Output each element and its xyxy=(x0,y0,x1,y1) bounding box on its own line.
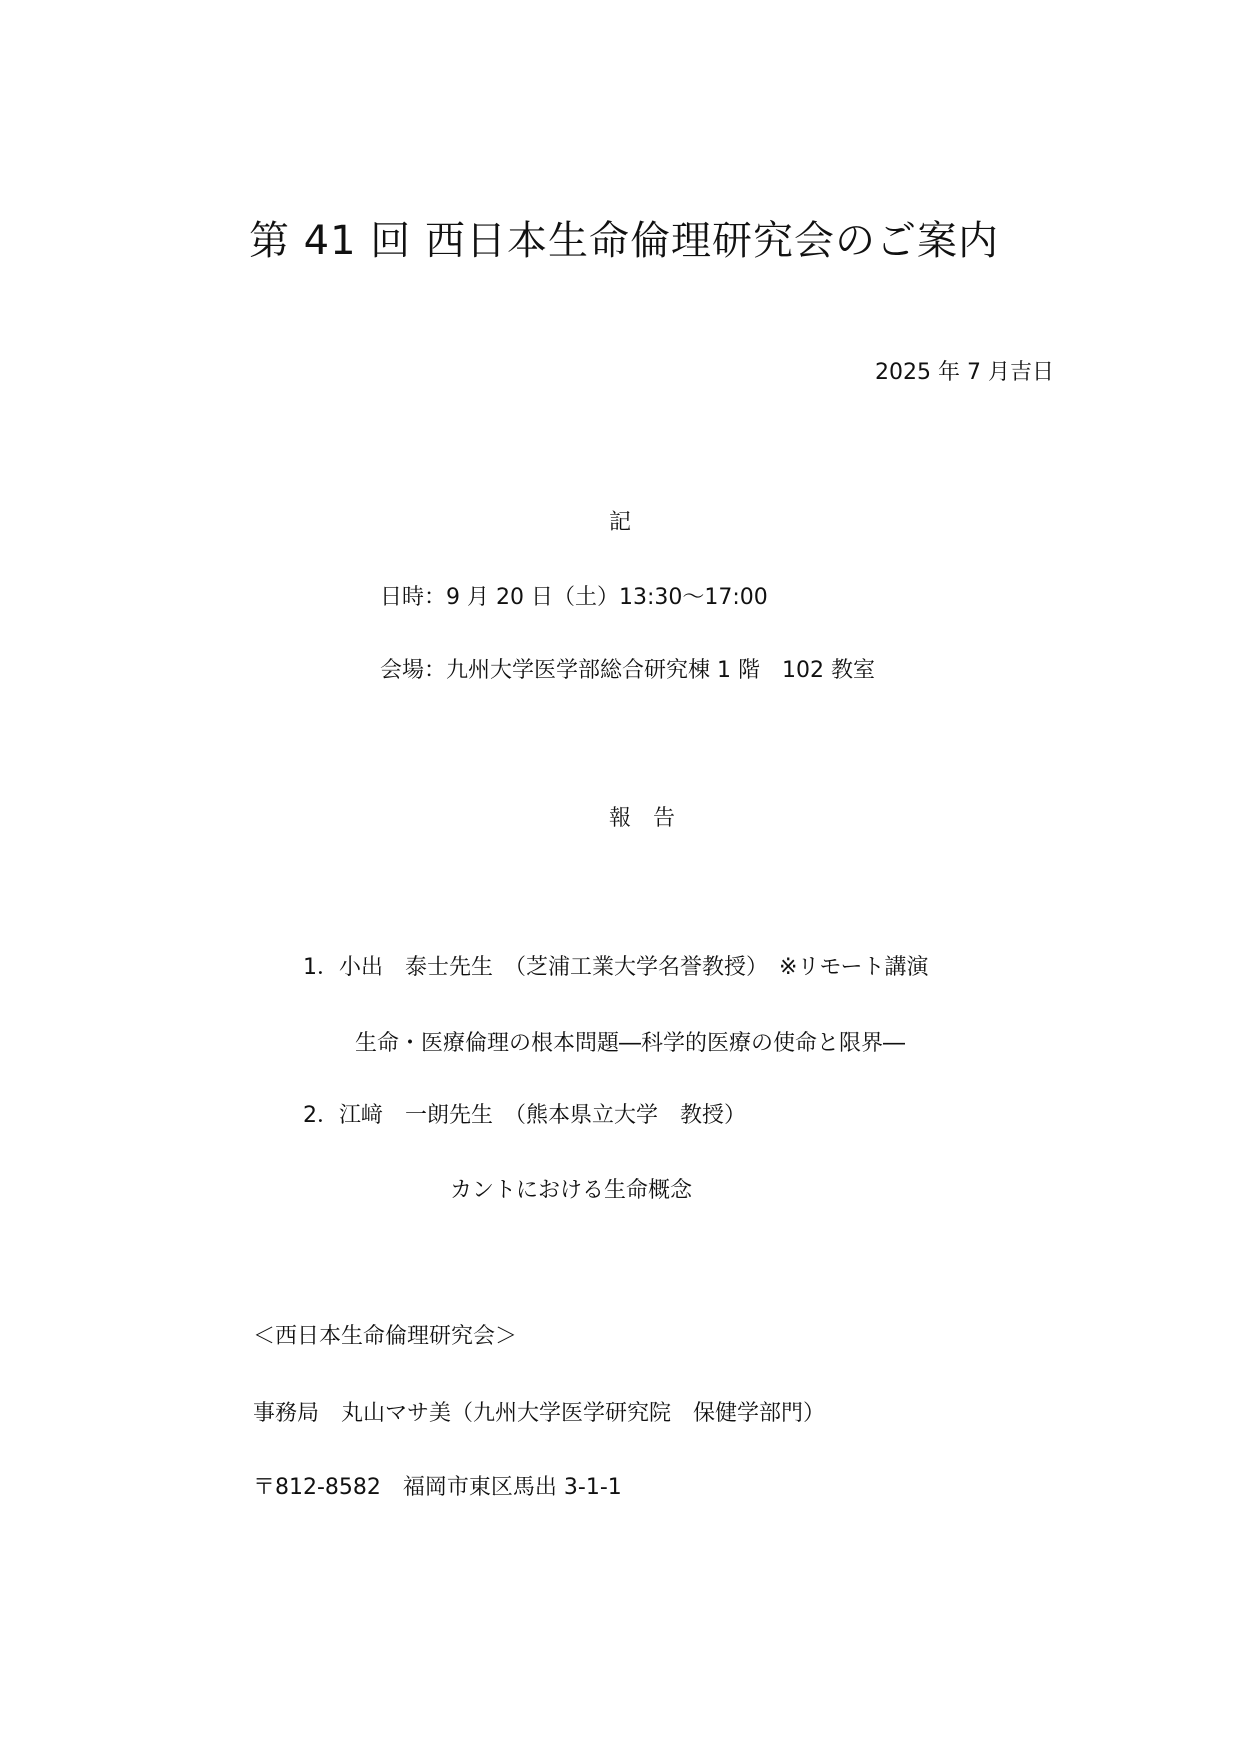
issue-date: 2025 年 7 月吉日 xyxy=(875,360,1054,385)
organizer-office: 事務局 丸山マサ美（九州大学医学研究院 保健学部門） xyxy=(253,1401,826,1426)
report-1-speaker: 1．小出 泰士先生 （芝浦工業大学名誉教授） ※リモート講演 xyxy=(303,955,929,980)
report-2-speaker: 2．江﨑 一朗先生 （熊本県立大学 教授） xyxy=(303,1103,746,1128)
organizer-name: ＜西日本生命倫理研究会＞ xyxy=(253,1324,518,1349)
report-heading: 報 告 xyxy=(608,806,675,831)
notice-marker: 記 xyxy=(608,510,631,535)
page-title: 第 41 回 西日本生命倫理研究会のご案内 xyxy=(248,218,1000,264)
event-datetime: 日時：9 月 20 日（土）13:30～17:00 xyxy=(380,585,768,610)
organizer-address: 〒812-8582 福岡市東区馬出 3-1-1 xyxy=(253,1475,622,1500)
event-venue: 会場：九州大学医学部総合研究棟 1 階 102 教室 xyxy=(380,658,875,683)
report-2-title: カントにおける生命概念 xyxy=(450,1178,693,1203)
report-1-title: 生命・医療倫理の根本問題―科学的医療の使命と限界― xyxy=(355,1031,906,1056)
